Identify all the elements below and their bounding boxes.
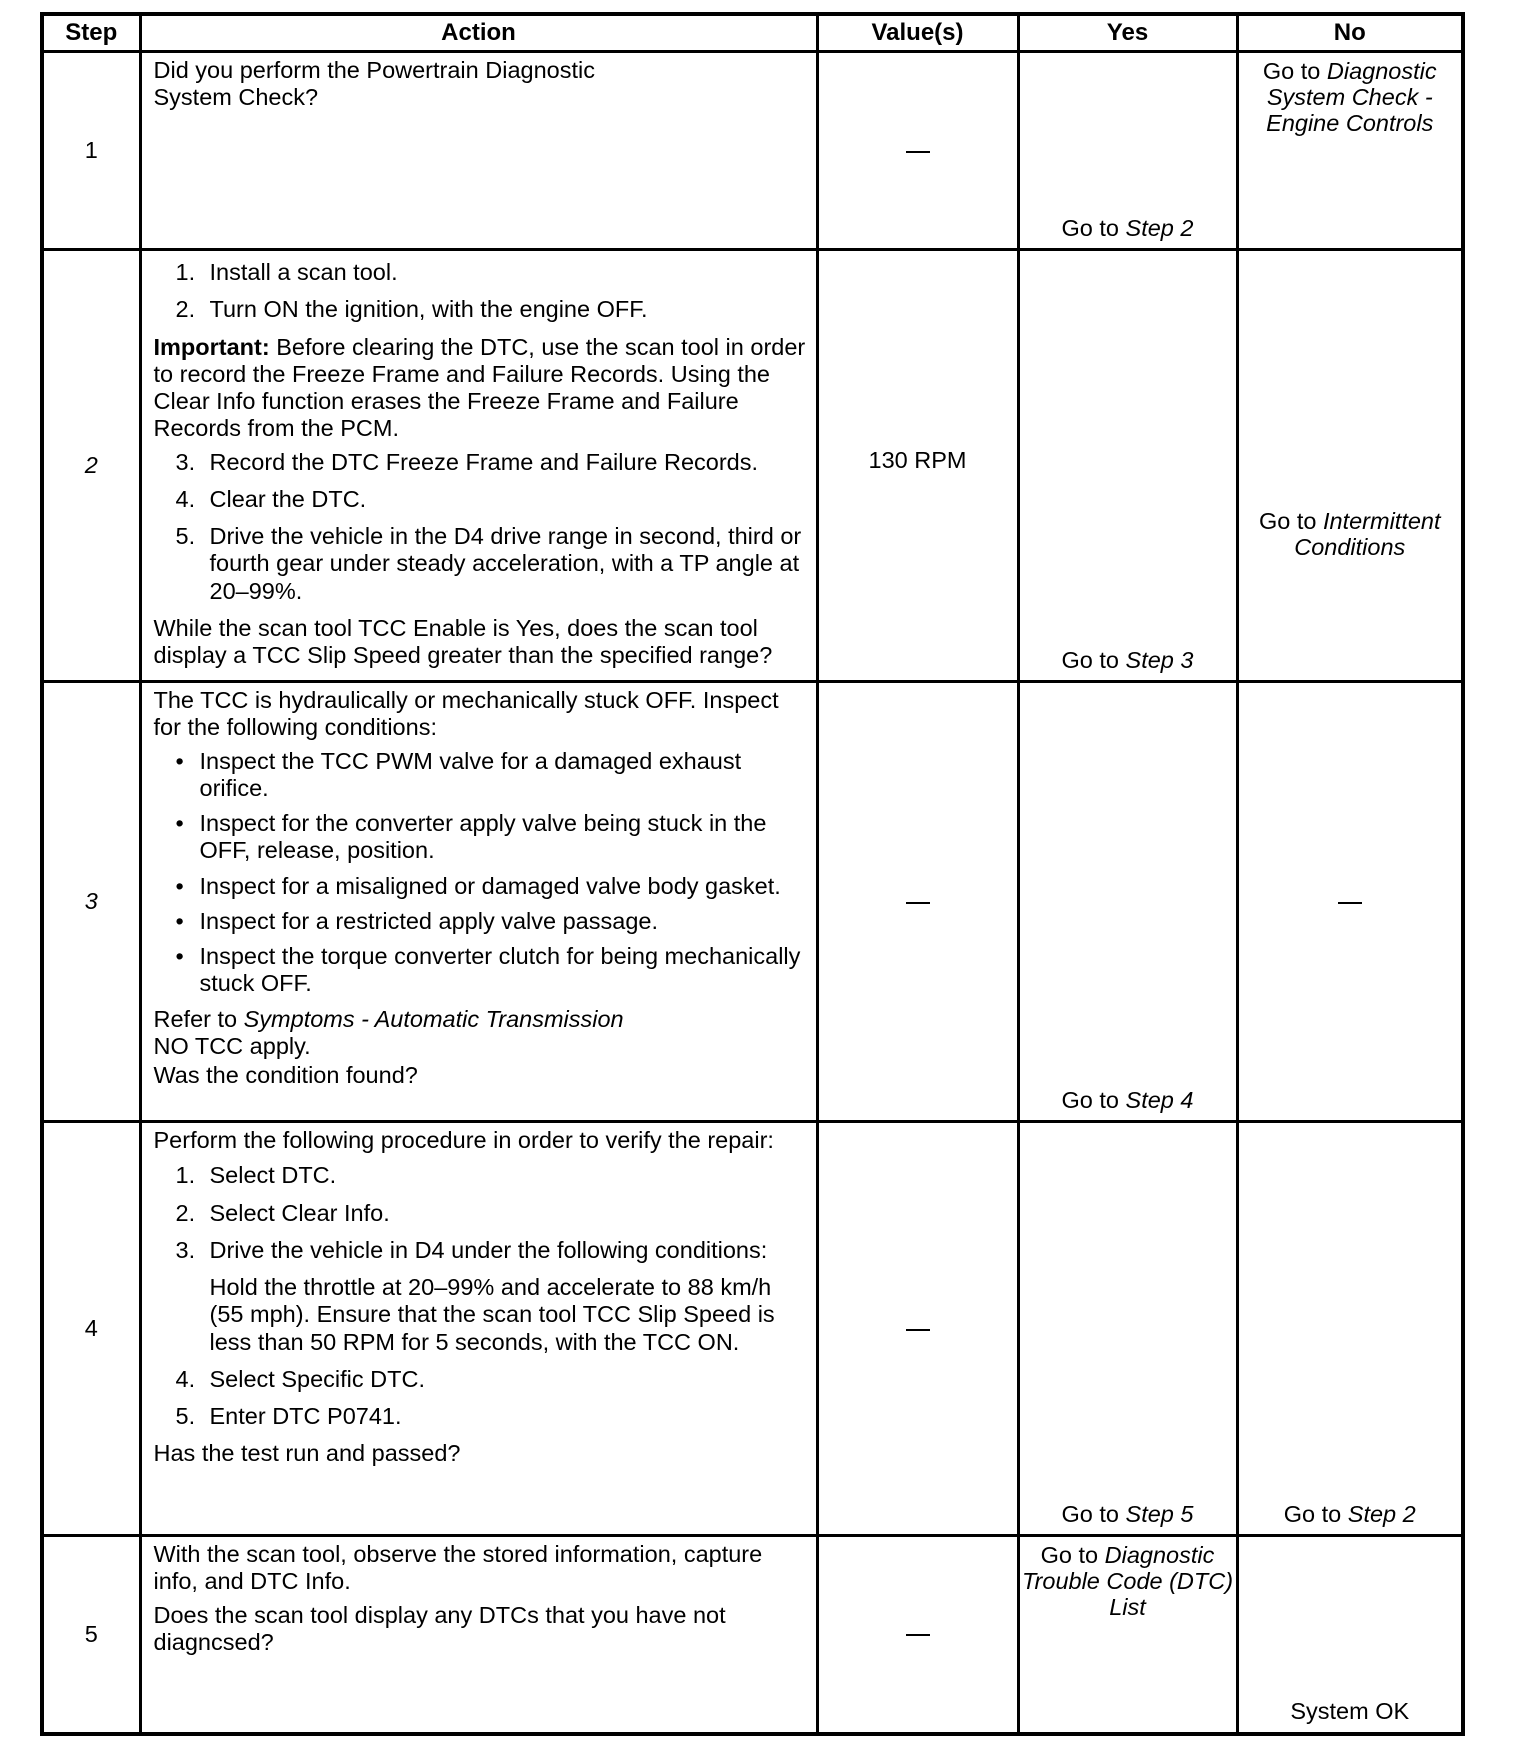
yes-cell [1018, 250, 1237, 682]
list-item: 2. Turn ON the ignition, with the engine OFF. [175, 296, 648, 323]
list-item: • Inspect for a restricted apply valve passage. [154, 908, 806, 935]
no-cell [1237, 1536, 1463, 1734]
list-item: 1. Select DTC. [175, 1162, 337, 1189]
table-row-step-1 [42, 52, 1463, 250]
question-text: While the scan tool TCC Enable is Yes, does the scan tool display a TCC Slip Speed greater than the specified range? [153, 614, 773, 668]
list-item: 5. Drive the vehicle in the D4 drive range in second, third or fourth gear under steady acceleration, with a TP angle at 20–99%. [175, 523, 802, 604]
yes-cell [1018, 1536, 1237, 1734]
dash-mark [906, 902, 930, 904]
header-yes: Yes [1018, 14, 1237, 52]
step-number: 4 [42, 1122, 140, 1536]
dash-mark [906, 151, 930, 153]
important-note: Important: Before clearing the DTC, use the scan tool in order to record the Freeze Frame and Failure Records. Using the Clear Info function erases the Freeze Frame and Failure Records from the PCM. [153, 333, 806, 442]
yes-cell [1018, 52, 1237, 250]
list-item: 4. Clear the DTC. [175, 485, 367, 512]
action-text: Did you perform the Powertrain Diagnostic System Check? [153, 57, 595, 111]
list-item: 5. Enter DTC P0741. [175, 1403, 402, 1429]
yes-link[interactable]: Go to Step 5 [1061, 1500, 1194, 1527]
no-link[interactable]: Go to Intermittent Conditions [1258, 508, 1441, 560]
no-target: Diagnostic System Check - Engine Controls [1266, 58, 1437, 136]
header-action: Action [140, 14, 817, 52]
yes-link[interactable]: Go to Step 4 [1061, 1086, 1194, 1113]
list-item: 3. Record the DTC Freeze Frame and Failure Records. [175, 448, 759, 475]
step-number: 2 [42, 250, 140, 682]
no-prefix: Go to [1262, 58, 1327, 84]
list-item: • Inspect the TCC PWM valve for a damaged exhaust orifice. [154, 748, 806, 803]
value-cell [817, 250, 1018, 682]
value-cell [817, 682, 1018, 1122]
dash-mark [906, 1329, 930, 1331]
dash-mark [906, 1634, 930, 1636]
sub-instruction: Hold the throttle at 20–99% and accelerate to 88 km/h (55 mph). Ensure that the scan tool TCC Slip Speed is less than 50 RPM for 5 seconds, with the TCC ON. [209, 1274, 775, 1355]
list-item: 4. Select Specific DTC. [175, 1365, 425, 1392]
value-text: 130 RPM [868, 447, 967, 473]
question-text: Has the test run and passed? [153, 1440, 461, 1467]
no-cell [1237, 52, 1463, 250]
yes-link[interactable]: Go to Step 3 [1061, 646, 1194, 673]
yes-link[interactable] [1020, 215, 1236, 242]
value-cell [817, 52, 1018, 250]
step-number: 5 [42, 1536, 140, 1734]
procedure-list [154, 259, 806, 324]
no-link[interactable] [1239, 59, 1462, 137]
yes-link[interactable]: Go to Diagnostic Trouble Code (DTC) List [1021, 1542, 1234, 1620]
action-cell [140, 1536, 817, 1734]
inspection-list [154, 748, 806, 998]
yes-cell [1018, 682, 1237, 1122]
header-values: Value(s) [817, 14, 1018, 52]
procedure-list [154, 1366, 806, 1431]
action-cell [140, 682, 817, 1122]
action-cell [140, 1122, 817, 1536]
diagnostic-table [40, 12, 1465, 1736]
yes-target: Step 2 [1125, 214, 1194, 241]
list-item: • Inspect the torque converter clutch for being mechanically stuck OFF. [154, 943, 806, 998]
procedure-list [154, 449, 806, 605]
action-cell [140, 52, 817, 250]
intro-text: The TCC is hydraulically or mechanically stuck OFF. Inspect for the following conditions: [153, 687, 779, 741]
table-row-step-5 [42, 1536, 1463, 1734]
intro-text: Perform the following procedure in order to verify the repair: [153, 1127, 774, 1153]
no-cell [1237, 250, 1463, 682]
list-item: 2. Select Clear Info. [175, 1199, 390, 1226]
no-cell [1237, 1122, 1463, 1536]
header-step: Step [42, 14, 140, 52]
header-no: No [1237, 14, 1463, 52]
value-cell [817, 1122, 1018, 1536]
dash-mark [1338, 902, 1362, 904]
step-number: 3 [42, 682, 140, 1122]
value-cell [817, 1536, 1018, 1734]
table-row-step-4 [42, 1122, 1463, 1536]
list-item: • Inspect for the converter apply valve being stuck in the OFF, release, position. [154, 810, 806, 865]
question-text: Was the condition found? [153, 1062, 418, 1088]
action-cell [140, 250, 817, 682]
no-text: System OK [1290, 1698, 1410, 1725]
no-link[interactable]: Go to Step 2 [1283, 1500, 1416, 1527]
yes-prefix: Go to [1061, 214, 1126, 241]
no-cell [1237, 682, 1463, 1122]
instruction-text: With the scan tool, observe the stored information, capture info, and DTC Info. [153, 1541, 763, 1595]
table-row-step-2 [42, 250, 1463, 682]
question-text: Does the scan tool display any DTCs that you have not diagncsed? [153, 1601, 726, 1655]
list-item: 3. Drive the vehicle in D4 under the following conditions: [175, 1236, 768, 1263]
yes-cell [1018, 1122, 1237, 1536]
table-row-step-3 [42, 682, 1463, 1122]
header-row [42, 14, 1463, 52]
refer-text: Refer to Symptoms - Automatic Transmission NO TCC apply. [153, 1005, 624, 1059]
list-item: • Inspect for a misaligned or damaged valve body gasket. [154, 873, 806, 900]
symptoms-link[interactable]: Symptoms - Automatic Transmission [243, 1005, 624, 1032]
list-item: 1. Install a scan tool. [175, 259, 398, 285]
step-number: 1 [42, 52, 140, 250]
procedure-list [154, 1162, 806, 1264]
